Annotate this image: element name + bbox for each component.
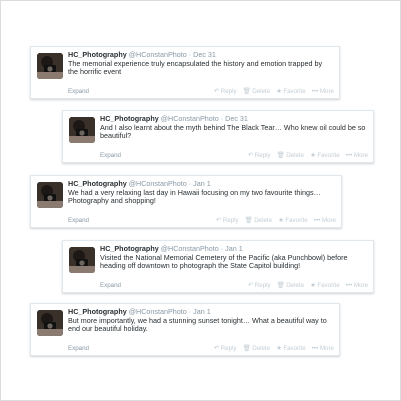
favorite-label: Favorite	[317, 282, 340, 289]
more-dots-icon: •••	[313, 216, 321, 224]
tweet-card[interactable]	[30, 303, 340, 356]
delete-button[interactable]	[277, 152, 305, 159]
separator-dot: ·	[220, 114, 224, 123]
trash-icon: 🗑	[276, 281, 285, 289]
more-dots-icon: •••	[345, 281, 353, 289]
tweet-actions	[214, 345, 334, 352]
tweet-actions	[248, 282, 368, 289]
user-name[interactable]: HC_Photography	[68, 179, 127, 188]
reply-button[interactable]	[214, 88, 237, 95]
user-handle[interactable]: @HConstanPhoto	[128, 179, 187, 188]
expand-link[interactable]: Expand	[100, 152, 121, 159]
delete-label: Delete	[286, 282, 305, 289]
tweet-card[interactable]	[30, 46, 340, 99]
tweet-date[interactable]: Jan 1	[193, 307, 211, 316]
delete-button[interactable]	[277, 282, 305, 289]
tweet-card[interactable]	[62, 240, 374, 293]
tweet-card[interactable]	[30, 175, 342, 228]
favorite-label: Favorite	[317, 152, 340, 159]
more-button[interactable]	[312, 345, 334, 352]
star-icon: ★	[276, 87, 282, 95]
reply-label: Reply	[222, 217, 239, 224]
separator-dot: ·	[188, 50, 192, 59]
expand-link[interactable]: Expand	[68, 345, 89, 352]
trash-icon: 🗑	[244, 216, 253, 224]
tweet-date[interactable]: Dec 31	[225, 114, 248, 123]
more-dots-icon: •••	[311, 87, 319, 95]
trash-icon: 🗑	[242, 344, 251, 352]
more-dots-icon: •••	[311, 344, 319, 352]
reply-button[interactable]	[216, 217, 239, 224]
star-icon: ★	[310, 281, 316, 289]
more-label: More	[319, 345, 334, 352]
favorite-button[interactable]	[310, 152, 340, 159]
reply-icon: ↶	[215, 216, 222, 224]
tweet-text: Visited the National Memorial Cemetery of the Pacific (aka Punchbowl) before heading off downtown to photograph the State Capitol building!	[100, 252, 348, 271]
delete-button[interactable]	[243, 345, 271, 352]
delete-label: Delete	[252, 88, 271, 95]
more-label: More	[321, 217, 336, 224]
user-name[interactable]: HC_Photography	[68, 50, 127, 59]
expand-link[interactable]: Expand	[68, 217, 89, 224]
avatar[interactable]	[37, 310, 63, 336]
favorite-label: Favorite	[285, 217, 308, 224]
star-icon: ★	[278, 216, 284, 224]
favorite-button[interactable]	[276, 345, 306, 352]
user-name[interactable]: HC_Photography	[100, 114, 159, 123]
separator-dot: ·	[188, 307, 192, 316]
delete-label: Delete	[254, 217, 273, 224]
reply-icon: ↶	[213, 87, 220, 95]
favorite-button[interactable]	[310, 282, 340, 289]
favorite-button[interactable]	[276, 88, 306, 95]
avatar[interactable]	[37, 53, 63, 79]
favorite-label: Favorite	[283, 88, 306, 95]
reply-icon: ↶	[247, 151, 254, 159]
tweet-date[interactable]: Dec 31	[193, 50, 216, 59]
tweet-text: The memorial experience truly encapsulated the history and emotion trapped by the horrific event	[68, 58, 323, 77]
separator-dot: ·	[188, 179, 192, 188]
separator-dot: ·	[220, 244, 224, 253]
avatar[interactable]	[69, 117, 95, 143]
user-handle[interactable]: @HConstanPhoto	[128, 307, 187, 316]
trash-icon: 🗑	[276, 151, 285, 159]
favorite-button[interactable]	[278, 217, 308, 224]
delete-label: Delete	[252, 345, 271, 352]
tweet-date[interactable]: Jan 1	[193, 179, 211, 188]
reply-button[interactable]	[248, 282, 271, 289]
more-label: More	[319, 88, 334, 95]
tweet-actions	[216, 217, 336, 224]
favorite-label: Favorite	[283, 345, 306, 352]
reply-button[interactable]	[214, 345, 237, 352]
tweet-text: We had a very relaxing last day in Hawaii focusing on my two favourite things… Photography and shopping!	[68, 187, 321, 206]
more-dots-icon: •••	[345, 151, 353, 159]
tweet-date[interactable]: Jan 1	[225, 244, 243, 253]
tweet-actions	[214, 88, 334, 95]
more-button[interactable]	[314, 217, 336, 224]
delete-button[interactable]	[245, 217, 273, 224]
user-name[interactable]: HC_Photography	[68, 307, 127, 316]
user-name[interactable]: HC_Photography	[100, 244, 159, 253]
reply-label: Reply	[220, 88, 237, 95]
expand-link[interactable]: Expand	[100, 282, 121, 289]
star-icon: ★	[310, 151, 316, 159]
more-button[interactable]	[346, 152, 368, 159]
delete-button[interactable]	[243, 88, 271, 95]
more-button[interactable]	[312, 88, 334, 95]
trash-icon: 🗑	[242, 87, 251, 95]
reply-button[interactable]	[248, 152, 271, 159]
tweet-text: But more importantly, we had a stunning sunset tonight… What a beautiful way to end our beautiful holiday.	[68, 315, 327, 334]
tweet-actions	[248, 152, 368, 159]
avatar[interactable]	[37, 182, 63, 208]
reply-label: Reply	[254, 152, 271, 159]
reply-icon: ↶	[213, 344, 220, 352]
reply-label: Reply	[220, 345, 237, 352]
expand-link[interactable]: Expand	[68, 88, 89, 95]
tweet-card[interactable]	[62, 110, 374, 163]
more-label: More	[353, 152, 368, 159]
reply-label: Reply	[254, 282, 271, 289]
tweet-text: And I also learnt about the myth behind The Black Tear… Who knew oil could be so beautiful?	[100, 122, 366, 141]
user-handle[interactable]: @HConstanPhoto	[160, 244, 219, 253]
user-handle[interactable]: @HConstanPhoto	[160, 114, 219, 123]
delete-label: Delete	[286, 152, 305, 159]
more-label: More	[353, 282, 368, 289]
more-button[interactable]	[346, 282, 368, 289]
reply-icon: ↶	[247, 281, 254, 289]
user-handle[interactable]: @HConstanPhoto	[128, 50, 187, 59]
avatar[interactable]	[69, 247, 95, 273]
star-icon: ★	[276, 344, 282, 352]
